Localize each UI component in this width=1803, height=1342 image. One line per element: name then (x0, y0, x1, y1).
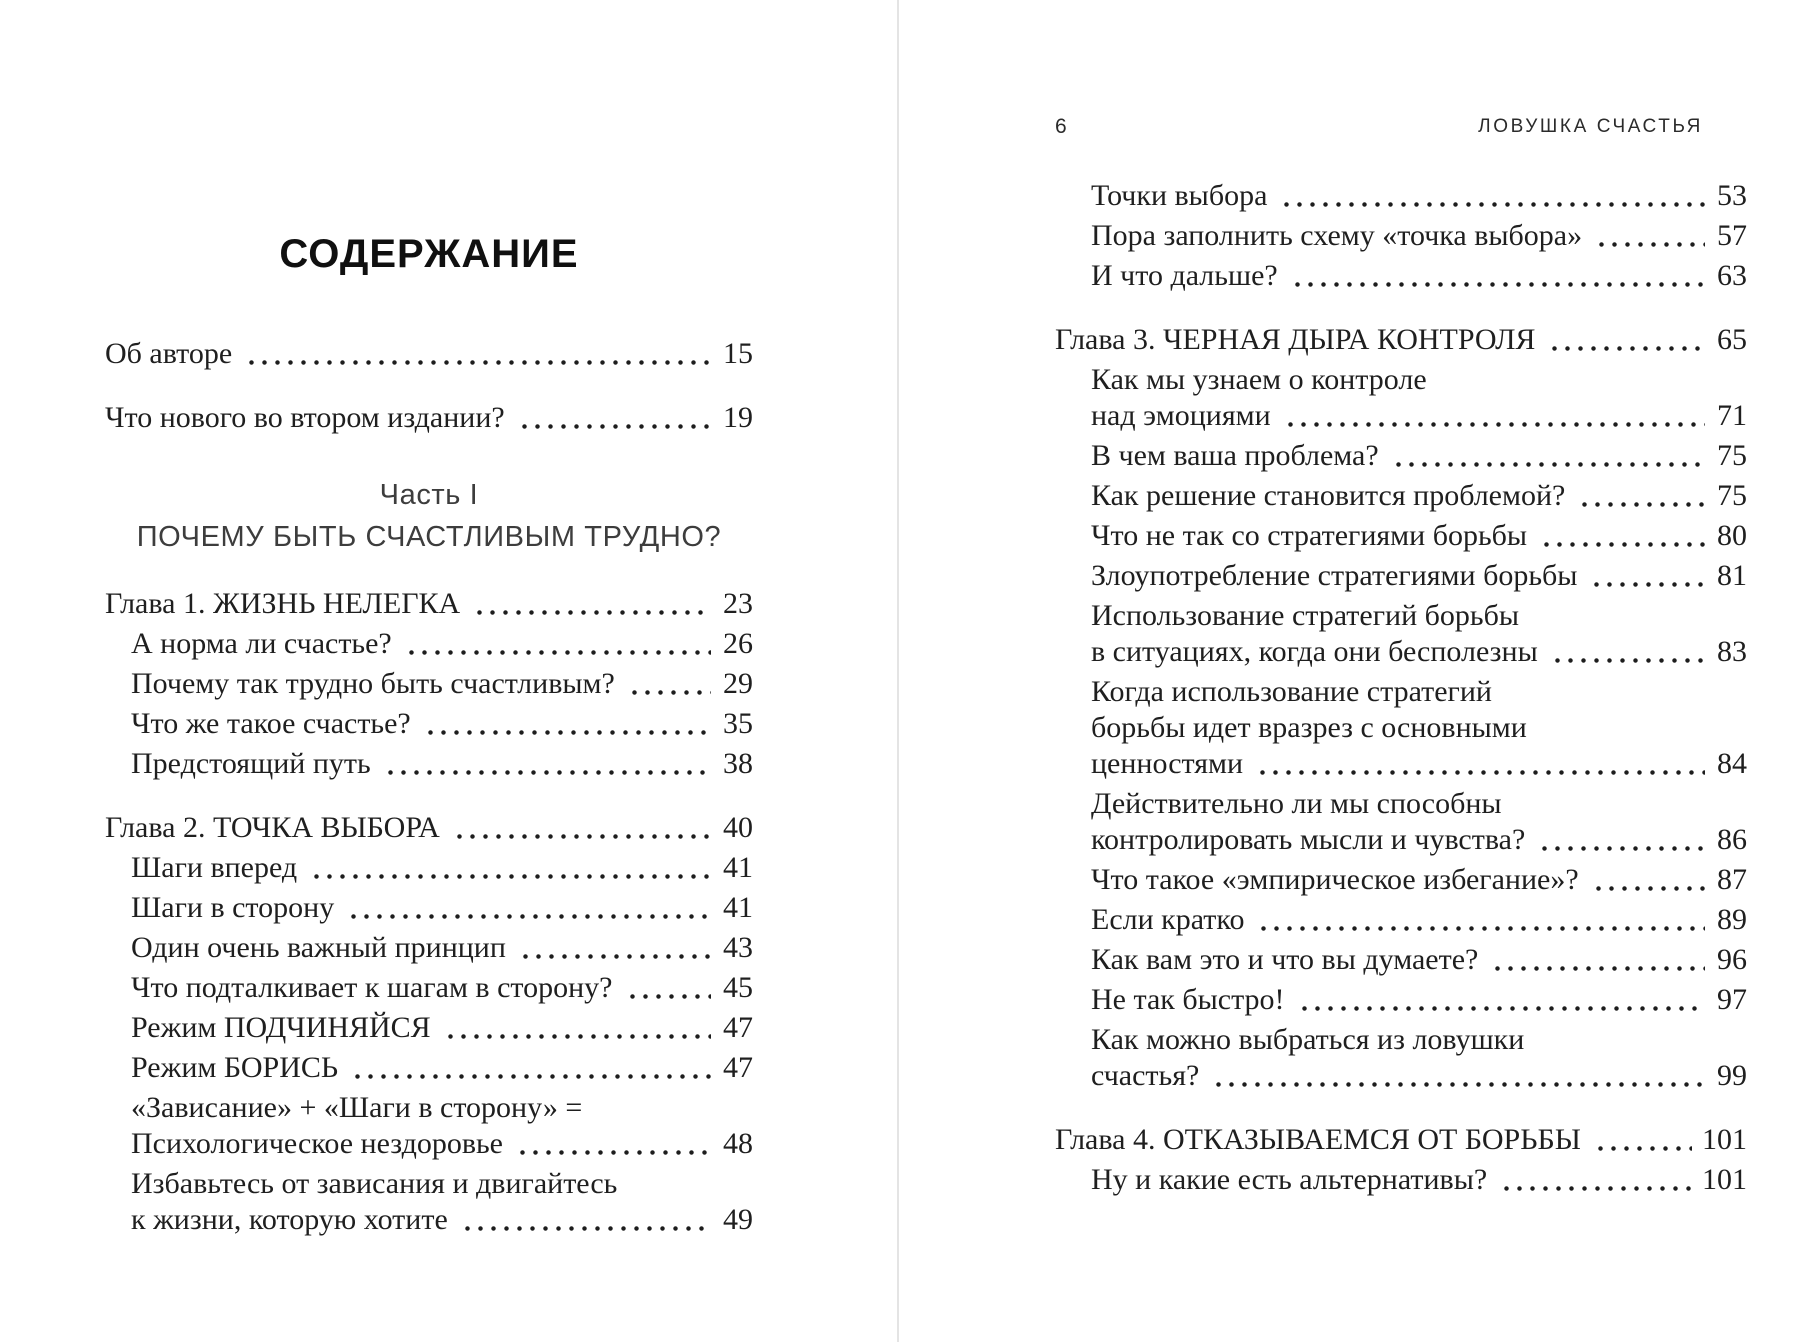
toc-entry (1055, 1058, 1747, 1094)
toc-entry (1055, 438, 1747, 474)
entry-label: А норма ли счастье? (131, 627, 392, 660)
dot-leader (420, 706, 711, 742)
entry-page-number: 89 (1717, 903, 1747, 936)
entry-page-number: 19 (723, 401, 753, 434)
entry-page-number: 41 (723, 851, 753, 884)
toc-entry (1055, 398, 1747, 434)
running-header (1055, 112, 1747, 142)
dot-leader (449, 810, 711, 846)
toc-entries-main (105, 586, 753, 1238)
dot-leader (1591, 218, 1705, 254)
entry-page-number: 23 (723, 587, 753, 620)
entry-label: Глава 1. ЖИЗНЬ НЕЛЕГКА (105, 587, 461, 620)
entry-page-number: 83 (1717, 635, 1747, 668)
toc-entry-continuation (1055, 362, 1747, 398)
toc-entry (105, 400, 753, 436)
dot-leader (515, 930, 711, 966)
toc-entry-continuation (1055, 598, 1747, 634)
right-page (1055, 0, 1747, 1198)
entry-page-number: 26 (723, 627, 753, 660)
dot-leader (1574, 478, 1705, 514)
toc-entry-continuation (105, 1166, 753, 1202)
dot-leader (512, 1126, 711, 1162)
toc-entries-top (105, 336, 753, 436)
dot-leader (624, 666, 711, 702)
entry-label: Глава 2. ТОЧКА ВЫБОРА (105, 811, 440, 844)
dot-leader (1252, 746, 1705, 782)
toc-entry-continuation (1055, 674, 1747, 710)
dot-leader (1586, 558, 1705, 594)
toc-entry (105, 586, 753, 622)
toc-entry (1055, 634, 1747, 670)
entry-page-number: 15 (723, 337, 753, 370)
entry-label: Глава 4. ОТКАЗЫВАЕМСЯ ОТ БОРЬБЫ (1055, 1123, 1581, 1156)
part-heading (105, 474, 753, 558)
entry-page-number: 80 (1717, 519, 1747, 552)
entry-page-number: 65 (1717, 323, 1747, 356)
entry-page-number: 47 (723, 1051, 753, 1084)
toc-entry (105, 1010, 753, 1046)
entry-label: Если кратко (1091, 903, 1245, 936)
page-number: 6 (1055, 115, 1067, 138)
entry-label: счастья? (1091, 1059, 1200, 1092)
toc-entry (105, 1126, 753, 1162)
toc-entry (1055, 862, 1747, 898)
toc-entry-continuation (1055, 710, 1747, 746)
entry-label: Злоупотребление стратегиями борьбы (1091, 559, 1578, 592)
entry-page-number: 29 (723, 667, 753, 700)
toc-entry-continuation (1055, 1022, 1747, 1058)
dot-leader (514, 400, 711, 436)
toc-entries-right (1055, 178, 1747, 1198)
entry-page-number: 48 (723, 1127, 753, 1160)
entry-label: Почему так трудно быть счастливым? (131, 667, 615, 700)
toc-entry-continuation (1055, 786, 1747, 822)
dot-leader (622, 970, 712, 1006)
entry-label: над эмоциями (1091, 399, 1271, 432)
entry-label: Что не так со стратегиями борьбы (1091, 519, 1528, 552)
entry-label: к жизни, которую хотите (131, 1203, 448, 1236)
page-gutter-line (897, 0, 899, 1342)
part-title: ПОЧЕМУ БЫТЬ СЧАСТЛИВЫМ ТРУДНО? (136, 521, 722, 553)
entry-page-number: 101 (1702, 1123, 1747, 1156)
toc-entry (1055, 982, 1747, 1018)
entry-page-number: 81 (1717, 559, 1747, 592)
entry-label: в ситуациях, когда они бесполезны (1091, 635, 1538, 668)
entry-label: Что подталкивает к шагам в сторону? (131, 971, 613, 1004)
toc-entry (1055, 478, 1747, 514)
toc-entry (1055, 746, 1747, 782)
dot-leader (457, 1202, 711, 1238)
toc-entry (1055, 902, 1747, 938)
dot-leader (1287, 258, 1705, 294)
entry-label: Ну и какие есть альтернативы? (1091, 1163, 1488, 1196)
entry-label: Режим БОРИСЬ (131, 1051, 339, 1084)
dot-leader (1590, 1122, 1692, 1158)
entry-page-number: 35 (723, 707, 753, 740)
entry-label: Режим ПОДЧИНЯЙСЯ (131, 1011, 431, 1044)
toc-entry (105, 930, 753, 966)
entry-label: Один очень важный принцип (131, 931, 506, 964)
dot-leader (241, 336, 711, 372)
dot-leader (1547, 634, 1705, 670)
entry-page-number: 96 (1717, 943, 1747, 976)
dot-leader (1487, 942, 1705, 978)
entry-label: Психологическое нездоровье (131, 1127, 503, 1160)
running-title: ЛОВУШКА СЧАСТЬЯ (1478, 116, 1703, 137)
dot-leader (1496, 1162, 1692, 1198)
toc-entry (105, 626, 753, 662)
entry-label: Как решение становится проблемой? (1091, 479, 1566, 512)
dot-leader (1388, 438, 1705, 474)
toc-entry (105, 666, 753, 702)
toc-entry (105, 970, 753, 1006)
entry-label: Избавьтесь от зависания и двигайтесь (131, 1167, 618, 1200)
toc-entry (105, 746, 753, 782)
dot-leader (380, 746, 711, 782)
entry-page-number: 40 (723, 811, 753, 844)
entry-page-number: 53 (1717, 179, 1747, 212)
toc-entry (1055, 1122, 1747, 1158)
dot-leader (347, 1050, 711, 1086)
dot-leader (1208, 1058, 1705, 1094)
toc-entry (105, 1050, 753, 1086)
entry-page-number: 86 (1717, 823, 1747, 856)
toc-entry (105, 850, 753, 886)
entry-page-number: 75 (1717, 479, 1747, 512)
entry-page-number: 75 (1717, 439, 1747, 472)
dot-leader (306, 850, 711, 886)
entry-label: Шаги вперед (131, 851, 298, 884)
toc-entry (1055, 258, 1747, 294)
entry-label: Глава 3. ЧЕРНАЯ ДЫРА КОНТРОЛЯ (1055, 323, 1536, 356)
part-number: Часть I (379, 479, 479, 511)
toc-entry (1055, 518, 1747, 554)
toc-entry (1055, 1162, 1747, 1198)
toc-entry (1055, 822, 1747, 858)
entry-label: Как можно выбраться из ловушки (1091, 1023, 1525, 1056)
entry-label: Шаги в сторону (131, 891, 335, 924)
toc-entry (1055, 558, 1747, 594)
entry-page-number: 71 (1717, 399, 1747, 432)
entry-page-number: 49 (723, 1203, 753, 1236)
entry-page-number: 41 (723, 891, 753, 924)
dot-leader (1534, 822, 1705, 858)
entry-label: Как мы узнаем о контроле (1091, 363, 1427, 396)
dot-leader (401, 626, 711, 662)
toc-entry (105, 336, 753, 372)
dot-leader (1588, 862, 1705, 898)
toc-entry (1055, 178, 1747, 214)
entry-page-number: 63 (1717, 259, 1747, 292)
dot-leader (1294, 982, 1705, 1018)
entry-label: контролировать мысли и чувства? (1091, 823, 1526, 856)
toc-entry (1055, 218, 1747, 254)
left-page (105, 0, 753, 1238)
entry-label: Как вам это и что вы думаете? (1091, 943, 1479, 976)
entry-page-number: 45 (723, 971, 753, 1004)
entry-label: Что же такое счастье? (131, 707, 411, 740)
entry-label: Пора заполнить схему «точка выбора» (1091, 219, 1583, 252)
entry-label: Точки выбора (1091, 179, 1268, 212)
entry-label: Что нового во втором издании? (105, 401, 505, 434)
dot-leader (469, 586, 711, 622)
dot-leader (1280, 398, 1705, 434)
entry-label: Когда использование стратегий (1091, 675, 1492, 708)
dot-leader (1276, 178, 1705, 214)
entry-page-number: 43 (723, 931, 753, 964)
toc-title: СОДЕРЖАНИЕ (279, 232, 579, 276)
entry-label: борьбы идет вразрез с основными (1091, 711, 1527, 744)
entry-page-number: 99 (1717, 1059, 1747, 1092)
toc-entry (1055, 942, 1747, 978)
entry-label: Об авторе (105, 337, 233, 370)
toc-entry (105, 810, 753, 846)
toc-entry (1055, 322, 1747, 358)
entry-label: В чем ваша проблема? (1091, 439, 1379, 472)
toc-entry (105, 706, 753, 742)
entry-page-number: 97 (1717, 983, 1747, 1016)
dot-leader (1544, 322, 1705, 358)
dot-leader (440, 1010, 711, 1046)
entry-label: Предстоящий путь (131, 747, 371, 780)
entry-page-number: 57 (1717, 219, 1747, 252)
entry-page-number: 47 (723, 1011, 753, 1044)
dot-leader (343, 890, 711, 926)
toc-entry (105, 1202, 753, 1238)
entry-page-number: 87 (1717, 863, 1747, 896)
entry-page-number: 84 (1717, 747, 1747, 780)
entry-label: Не так быстро! (1091, 983, 1285, 1016)
toc-entry (105, 890, 753, 926)
entry-label: И что дальше? (1091, 259, 1278, 292)
entry-label: «Зависание» + «Шаги в сторону» = (131, 1091, 583, 1124)
entry-page-number: 38 (723, 747, 753, 780)
entry-label: ценностями (1091, 747, 1244, 780)
dot-leader (1253, 902, 1705, 938)
entry-label: Использование стратегий борьбы (1091, 599, 1520, 632)
entry-label: Действительно ли мы способны (1091, 787, 1502, 820)
entry-page-number: 101 (1702, 1163, 1747, 1196)
dot-leader (1536, 518, 1705, 554)
entry-label: Что такое «эмпирическое избегание»? (1091, 863, 1579, 896)
toc-entry-continuation (105, 1090, 753, 1126)
